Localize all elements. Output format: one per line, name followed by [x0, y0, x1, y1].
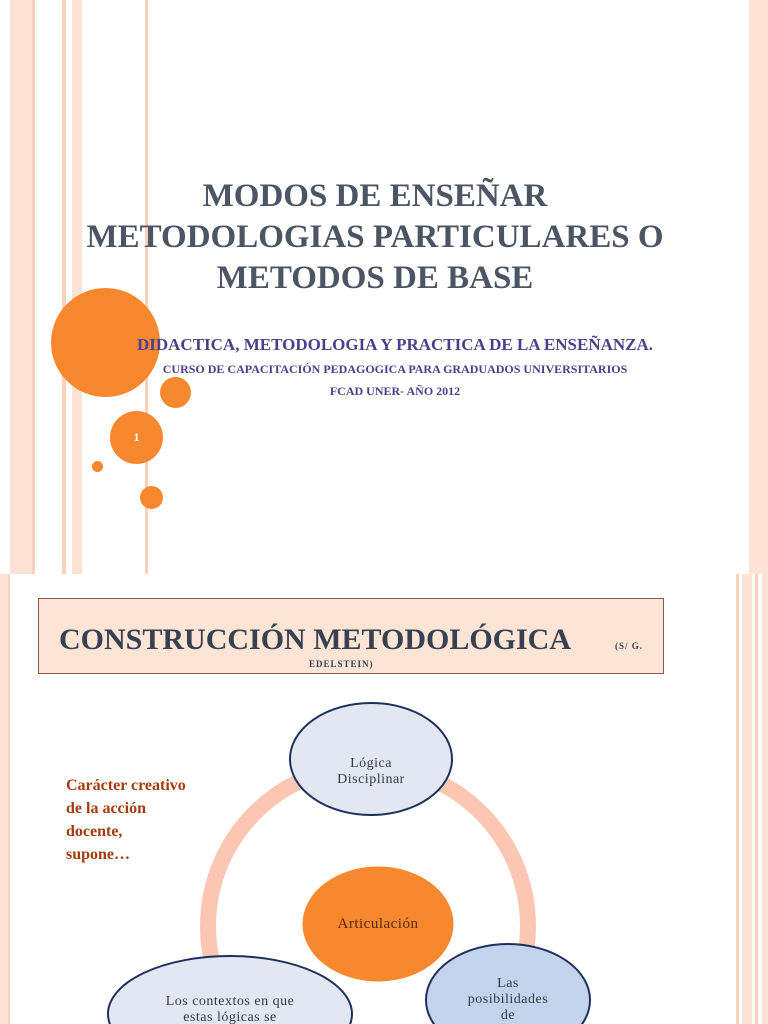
cycle-diagram	[0, 574, 768, 1024]
decorative-circle	[140, 486, 163, 509]
title-attribution: (S/ G.	[615, 641, 644, 651]
side-text-line: docente,	[66, 823, 123, 840]
node-label-line: estas lógicas se	[183, 1010, 277, 1024]
slide-title	[40, 176, 710, 299]
content-slide	[0, 574, 768, 1024]
slide-subtitle: DIDACTICA, METODOLOGIA Y PRACTICA DE LA ENSEÑANZA.	[136, 335, 654, 354]
decorative-stripe	[10, 0, 32, 574]
title-attribution: EDELSTEIN)	[309, 659, 374, 669]
node-label-line: Lógica	[350, 756, 392, 771]
side-text-line: Carácter creativo	[66, 777, 186, 794]
page-number: 1	[133, 430, 140, 444]
slide-title-line: METODOLOGIAS PARTICULARES O	[86, 219, 664, 255]
node-logica-disciplinar-label	[301, 756, 441, 788]
node-label-line: de	[500, 1008, 516, 1023]
node-articulacion-label: Articulación	[337, 916, 419, 932]
side-text-line: supone…	[66, 846, 131, 863]
node-label-line: posibilidades	[467, 992, 549, 1007]
node-label-line: Las	[497, 976, 519, 991]
node-posibilidades-label	[448, 976, 568, 1024]
slide-title-line: METODOS DE BASE	[216, 260, 534, 296]
decorative-circle-small	[92, 461, 103, 472]
decorative-stripe	[749, 0, 768, 574]
node-label-line: Disciplinar	[337, 772, 405, 787]
side-text-line: de la acción	[66, 800, 146, 817]
course-name: CURSO DE CAPACITACIÓN PEDAGOGICA PARA GRADUADOS UNIVERSITARIOS	[162, 362, 628, 376]
decorative-stripe	[32, 0, 35, 574]
node-label-line: Los contextos en que	[165, 994, 295, 1009]
slide-title-line: MODOS DE ENSEÑAR	[202, 178, 548, 214]
node-contextos-label	[135, 994, 325, 1024]
institution-year: FCAD UNER- AÑO 2012	[329, 384, 461, 398]
slide-title: CONSTRUCCIÓN METODOLÓGICA	[59, 623, 572, 656]
